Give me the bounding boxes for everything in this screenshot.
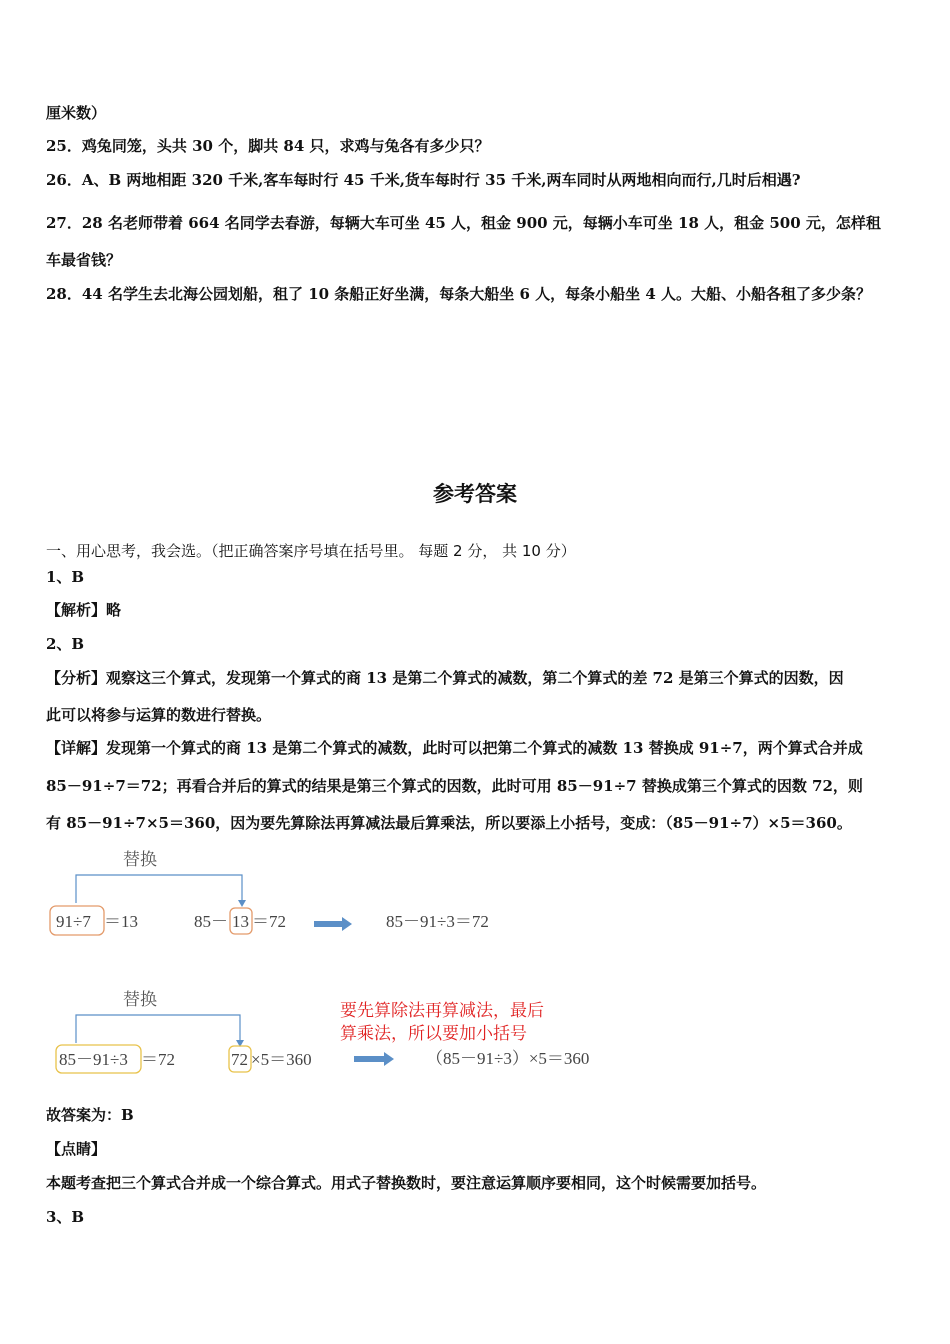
diagram2-rest-expr: ＝72 bbox=[141, 1050, 175, 1069]
diagram2-result: （85－91÷3）×5＝360 bbox=[426, 1049, 590, 1068]
diagram1-rest-expr: ＝13 bbox=[104, 912, 138, 931]
answer-2-fenxi-1: 【分析】观察这三个算式，发现第一个算式的商 13 是第二个算式的减数，第二个算式的差 72 是第三个算式的因数，因 bbox=[46, 669, 844, 687]
question-26: 26．A、B 两地相距 320 千米,客车每时行 45 千米,货车每时行 35 千米,两车同时从两地相向而行,几时后相遇? bbox=[46, 171, 801, 189]
arrow-right-icon bbox=[354, 1056, 384, 1062]
diagram1-boxed-expr: 91÷7 bbox=[56, 912, 91, 931]
answer-2-final: 故答案为：B bbox=[46, 1106, 134, 1124]
dianjing-text: 本题考查把三个算式合并成一个综合算式。用式子替换数时，要注意运算顺序要相同，这个时候需要加括号。 bbox=[46, 1174, 767, 1192]
diagram2-expr2-boxed: 72 bbox=[231, 1050, 248, 1069]
answer-2-xiangjie-1: 【详解】发现第一个算式的商 13 是第二个算式的减数，此时可以把第二个算式的减数 13 替换成 91÷7，两个算式合并成 bbox=[46, 739, 863, 757]
diagram1-expr2-prefix: 85－ bbox=[194, 912, 228, 931]
answers-title: 参考答案 bbox=[433, 482, 517, 506]
substitution-diagram-2 bbox=[0, 985, 950, 1085]
answer-3: 3、B bbox=[46, 1208, 85, 1226]
diagram1-expr2-suffix: ＝72 bbox=[252, 912, 286, 931]
question-25: 25．鸡兔同笼，头共 30 个，脚共 84 只，求鸡与兔各有多少只？ bbox=[46, 137, 490, 155]
answer-1-analysis: 【解析】略 bbox=[46, 601, 122, 619]
diagram2-note-line1: 要先算除法再算减法，最后 bbox=[340, 1001, 544, 1020]
answer-2: 2、B bbox=[46, 635, 85, 653]
substitution-connector bbox=[76, 1015, 240, 1043]
diagram2-label: 替换 bbox=[123, 990, 157, 1009]
answer-2-fenxi-2: 此可以将参与运算的数进行替换。 bbox=[46, 706, 272, 724]
diagram1-label: 替换 bbox=[123, 850, 157, 869]
diagram2-boxed-expr: 85－91÷3 bbox=[59, 1050, 128, 1069]
dianjing-label: 【点睛】 bbox=[46, 1140, 107, 1158]
arrow-right-icon bbox=[342, 917, 352, 931]
section-heading: 一、用心思考，我会选。（把正确答案序号填在括号里。 每题 2 分， 共 10 分） bbox=[46, 542, 576, 560]
answer-2-xiangjie-2: 85－91÷7＝72；再看合并后的算式的结果是第三个算式的因数，此时可用 85－91÷7 替换成第三个算式的因数 72，则 bbox=[46, 777, 863, 795]
answer-2-xiangjie-3: 有 85－91÷7×5＝360，因为要先算除法再算减法最后算乘法，所以要添上小括号，变成：（85－91÷7）×5＝360。 bbox=[46, 814, 852, 832]
arrow-right-icon bbox=[384, 1052, 394, 1066]
substitution-connector bbox=[76, 875, 242, 903]
connector-arrowhead bbox=[238, 900, 246, 907]
substitution-diagram-1 bbox=[0, 845, 950, 945]
question-27-line1: 27．28 名老师带着 664 名同学去春游，每辆大车可坐 45 人，租金 900 元，每辆小车可坐 18 人，租金 500 元，怎样租 bbox=[46, 214, 881, 232]
arrow-right-icon bbox=[314, 921, 342, 927]
question-27-line2: 车最省钱？ bbox=[46, 251, 122, 269]
diagram2-expr2-suffix: ×5＝360 bbox=[251, 1050, 312, 1069]
diagram1-result: 85－91÷3＝72 bbox=[386, 912, 489, 931]
diagram1-expr2-boxed: 13 bbox=[232, 912, 249, 931]
q24-tail: 厘米数） bbox=[46, 104, 107, 122]
diagram2-note-line2: 算乘法，所以要加小括号 bbox=[340, 1024, 527, 1043]
question-28: 28．44 名学生去北海公园划船，租了 10 条船正好坐满，每条大船坐 6 人，每条小船坐 4 人。大船、小船各租了多少条？ bbox=[46, 285, 872, 303]
answer-1: 1、B bbox=[46, 568, 85, 586]
